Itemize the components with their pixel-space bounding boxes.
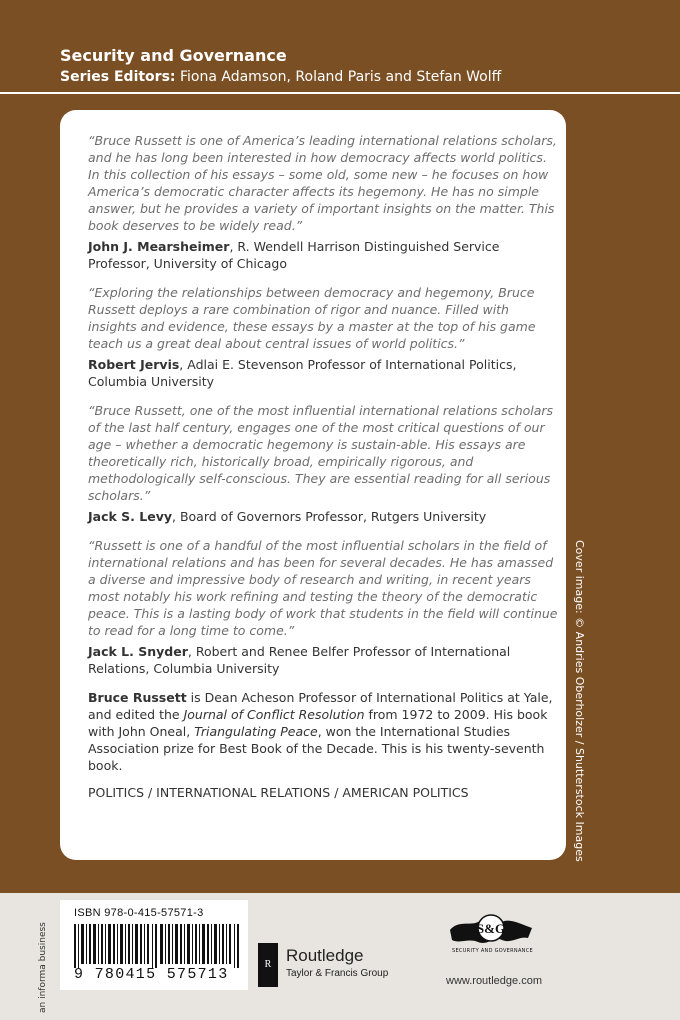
series-header: [0, 0, 680, 93]
endorsement-attribution: [88, 508, 558, 525]
informa-tagline: [24, 903, 48, 1013]
routledge-logo-mark: R: [264, 959, 272, 970]
bio-text: from 1972 to 2009. His book with John Oneal,: [88, 707, 548, 739]
journal-title: Journal of Conflict Resolution: [183, 707, 365, 722]
endorsements-panel: [60, 110, 566, 860]
bio-text: , won the International Studies Association prize for Best Book of the Decade. This is his twenty-seventh book.: [88, 724, 545, 773]
endorsement-attribution: [88, 238, 558, 272]
barcode-digits: 9 780415 575713: [74, 966, 229, 983]
endorsement-quote: “Bruce Russett is one of America’s leading international relations scholars, and he has long been interested in how democracy affects world politics. In this collection of his essays – some old, some new – he focuses on how America’s democratic character affects its hegemony. He has no simple answer, but he provides a variety of important insights on the matter. This book deserves to be widely read.”: [88, 133, 557, 233]
endorser-title: , Board of Governors Professor, Rutgers University: [172, 509, 487, 524]
endorser-name: Jack S. Levy: [88, 509, 173, 524]
endorsement-attribution: [88, 356, 558, 390]
endorser-name: Jack L. Snyder: [88, 644, 188, 659]
endorsement-quote: “Exploring the relationships between democracy and hegemony, Bruce Russett deploys a rare combination of rigor and nuance. Filled with insights and evidence, these essays by a master at the top of his game teach us a great deal about central issues of world politics.”: [88, 285, 536, 351]
author-name: Bruce Russett: [88, 690, 187, 705]
informa-text: an informa business: [38, 922, 48, 1013]
author-bio: [88, 689, 558, 774]
isbn-label: ISBN 978-0-415-57571-3: [74, 907, 204, 919]
endorser-title: , R. Wendell Harrison Distinguished Service Professor, University of Chicago: [88, 239, 500, 271]
endorser-name: Robert Jervis: [88, 357, 180, 372]
series-editors-names: Fiona Adamson, Roland Paris and Stefan Wolff: [179, 69, 502, 85]
barcode-icon: [74, 924, 240, 968]
header-rule: [0, 92, 680, 94]
endorsement-quote: “Bruce Russett, one of the most influential international relations scholars of the last half century, engages one of the most critical questions of our age – whether a democratic hegemony is sustain-able. His essays are theoretically rich, historically broad, empirically rigorous, and methodologically self-conscious. They are essential reading for all serious scholars.”: [88, 403, 554, 503]
bio-text: is Dean Acheson Professor of International Politics at Yale, and edited the: [88, 690, 553, 722]
endorsement-quote: “Russett is one of a handful of the most influential scholars in the field of international relations and has been for several decades. He has amassed a diverse and impressive body of research and writing, in recent years most notably his work refining and testing the theory of the democratic peace. This is a lasting body of work that students in the field will continue to read for a long time to come.”: [88, 538, 558, 638]
series-editors-label: Series Editors:: [60, 69, 176, 85]
series-logo-label: SECURITY AND GOVERNANCE: [452, 948, 533, 954]
endorser-title: , Robert and Renee Belfer Professor of International Relations, Columbia University: [88, 644, 511, 676]
series-editors: [60, 69, 501, 85]
isbn-barcode-box: [60, 900, 248, 990]
publisher-group: Taylor & Francis Group: [286, 968, 389, 979]
publisher-website: www.routledge.com: [446, 975, 542, 987]
subject-categories: POLITICS / INTERNATIONAL RELATIONS / AMERICAN POLITICS: [88, 785, 469, 800]
routledge-logo-icon: [258, 943, 278, 987]
publisher-name: Routledge: [286, 946, 364, 965]
cover-credit-text: Cover image: © Andries Oberholzer / Shutterstock Images: [573, 540, 586, 862]
book-title: Triangulating Peace: [194, 724, 318, 739]
series-logo-monogram: S&G: [476, 921, 506, 936]
endorser-title: , Adlai E. Stevenson Professor of International Politics, Columbia University: [88, 357, 517, 389]
endorser-name: John J. Mearsheimer: [88, 239, 230, 254]
endorsement-attribution: [88, 643, 558, 677]
series-logo-icon: [448, 908, 534, 968]
series-title: Security and Governance: [60, 46, 287, 65]
cover-credit: [570, 540, 590, 870]
